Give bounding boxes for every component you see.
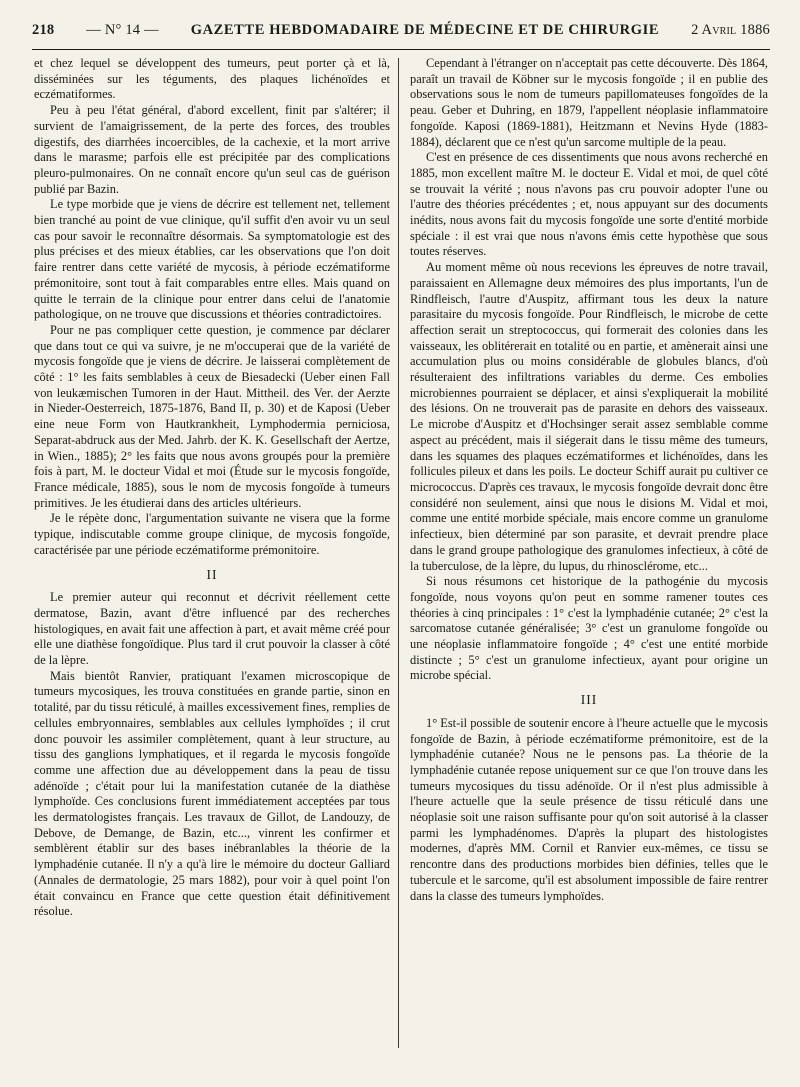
paragraph: Je le répète donc, l'argumentation suivante ne visera que la forme typique, indiscutable comme groupe clinique, de mycosis fongoïde, caractérisée par une période eczématiforme prémonitoire. (34, 511, 390, 557)
paragraph: Le premier auteur qui reconnut et décrivit réellement cette dermatose, Bazin, avant d'être influencé par des recherches histologiques, en avait fait une affection à part, et avait même créé pour elle une diathèse fongoïdique. Plus tard il crut pouvoir la classer à côté de la lèpre. (34, 590, 390, 668)
left-column (34, 56, 390, 920)
issue-number: — N° 14 — (86, 22, 159, 38)
journal-title: GAZETTE HEBDOMADAIRE DE MÉDECINE ET DE CHIRURGIE (190, 22, 660, 38)
paragraph: Pour ne pas compliquer cette question, je commence par déclarer que dans tout ce qui va suivre, je ne m'occuperai que de la variété de mycosis fongoïde que je viens de décrire. Je laisserai complètement de côté : 1° les faits semblables à ceux de Biesadecki (Ueber einen Fall von leukæmischen Tumoren in der Haut. Mittheil. des Ver. der Aerzte in Nieder-Oesterreich, 1875-1876, Band II, p. 30) et de Kaposi (Ueber eine neue Form von Hautkrankheit, Lymphodermia perniciosa, Separat-abdruck aus der Med. Jahrb. der K. K. Gesellschaft der Aertze, in Wien., 1885); 2° les faits que nous avons groupés pour la première fois à part, M. le docteur Vidal et moi (Étude sur le mycosis fongoïde, France médicale, 1885), sous le nom de mycosis fongoïde à tumeurs primitives. Je les étudierai dans des articles ultérieurs. (34, 322, 390, 510)
header-rule (32, 49, 770, 50)
running-head (32, 22, 770, 39)
paragraph: Cependant à l'étranger on n'acceptait pas cette découverte. Dès 1864, paraît un travail de Köbner sur le mycosis fongoïde ; il en publie des observations sous le nom de tumeurs papillomateuses fongoïdes de la peau. Geber et Duhring, en 1879, l'appellent néoplasie inflammatoire fongoïde. Kaposi (1869-1881), Heitzmann et Nevins Hyde (1883-1884), déclarent que ce n'est qu'un sarcome multiple de la peau. (410, 56, 768, 149)
page-number: 218 (32, 22, 55, 38)
right-column (410, 56, 768, 904)
paragraph: et chez lequel se développent des tumeurs, peut porter çà et là, disséminées sur les téguments, des plaques lichénoïdes et eczématiformes. (34, 56, 390, 102)
paragraph: Si nous résumons cet historique de la pathogénie du mycosis fongoïde, nous voyons qu'on peut en somme ramener toutes ces théories à cinq principales : 1° c'est la lymphadénie cutanée; 2° c'est la sarcomatose cutanée généralisée; 3° c'est un granulome fongoïde ou une néoplasie inflammatoire fongoïde ; 4° c'est une entité morbide distincte ; 5° c'est un granulome infectieux, ayant pour origine un microbe spécial. (410, 574, 768, 683)
issue-date: 2 Avril 1886 (691, 22, 770, 38)
paragraph: 1° Est-il possible de soutenir encore à l'heure actuelle que le mycosis fongoïde de Bazin, à période eczématiforme prémonitoire, est de la lymphadénie cutanée? Nous ne le pensons pas. La théorie de la lymphadénie cutanée repose uniquement sur ce que l'on trouve dans les tumeurs mycosiques du tissu adénoïde. Or il n'est plus admissible à l'heure actuelle que la seule présence de tissu réticulé dans une néoplasie soit une raison suffisante pour qu'on soit autorisé à la classer parmi les lymphadénomes. D'après la plupart des histologistes modernes, d'après MM. Cornil et Ranvier eux-mêmes, ce tissu se rencontre dans des productions morbides bien définies, telles que le tubercule et le sarcome, qu'il est absolument impossible de faire rentrer dans la classe des tumeurs lymphoïdes. (410, 715, 768, 903)
section-heading-iii: III (580, 692, 598, 708)
paragraph: Le type morbide que je viens de décrire est tellement net, tellement bien tranché au point de vue clinique, qu'il suffit d'en avoir vu un seul cas pour savoir le reconnaître désormais. Sa symptomatologie est des plus précises et des mieux établies, car les observations que l'on doit faire rentrer dans cette variété de mycosis, à période eczématiforme prémonitoire, sont tout à fait comparables entre elles. Mais quand on quitte le terrain de la clinique pour entrer dans celui de l'anatomie pathologique, on ne trouve que discussions et théories contradictoires. (34, 197, 390, 322)
column-divider (398, 58, 399, 1048)
paragraph: Au moment même où nous recevions les épreuves de notre travail, paraissaient en Allemagne deux mémoires des plus importants, l'un de Rindfleisch, l'autre d'Auspitz, affirmant tous les deux la nature parasitaire du mycosis fongoïde. Pour Rindfleisch, le microbe de cette affection serait un streptococcus, qui formerait des colonies dans les vaisseaux, les oblitérerait en totalité ou en partie, et amènerait ainsi une accumulation plus ou moins considérable de globules blancs, d'où résulteraient des infiltrations variables du derme. Ces embolies microbiennes pourraient se déplacer, et ainsi s'expliquerait la mobilité des lésions. On ne trouverait pas de parasite en dehors des vaisseaux. Le microbe d'Auspitz et d'Hochsinger serait assez semblable comme aspect au précédent, mais il siégerait dans le tissu même des tumeurs, dans les squames des plaques eczématiformes et lichénoïdes, dans les follicules pileux et dans les poils. Le docteur Schiff aurait pu cultiver ce micrococcus. D'après ces travaux, le mycosis fongoïde devrait donc être considéré non seulement, ainsi que nous le disions M. Vidal et moi, comme une entité morbide spéciale, mais encore comme un granulome infectieux, bien déterminé par son parasite, et devrait prendre place dans le grand groupe pathologique des granulomes infectieux, à côté de la tuberculose, de la lèpre, du lupus, du rhinosclérome, etc... (410, 260, 768, 573)
paragraph: C'est en présence de ces dissentiments que nous avons recherché en 1885, mon excellent maître M. le docteur E. Vidal et moi, de quel côté se trouvait la vérité ; nous n'avons pas cru pouvoir adopter l'une ou l'autre des théories précédentes ; et, nous appuyant sur des documents inédits, nous avons fait du mycosis fongoïde une sorte d'entité morbide spéciale : il est vrai que nous n'avons émis cette hypothèse que sous toutes réserves. (410, 150, 768, 259)
section-heading-ii: II (206, 566, 218, 582)
paragraph: Mais bientôt Ranvier, pratiquant l'examen microscopique de tumeurs mycosiques, les trouva constituées en grande partie, sinon en totalité, par du tissu réticulé, à mailles excessivement fines, remplies de cellules embryonnaires, semblables aux cellules lymphoïdes ; il crut donc pouvoir les assimiler complètement, quant à leur structure, au tissu des ganglions lymphatiques, et il regarda le mycosis fongoïde comme une affection due au développement dans la peau de tissu adénoïde ; c'était pour lui la manifestation cutanée de la diathèse lymphoïde. Ces conclusions furent immédiatement acceptées par tous les dermatologistes français. Les travaux de Gillot, de Landouzy, de Debove, de Demange, de Bazin, etc..., vinrent les confirmer et semblèrent établir sur des bases inébranlables la théorie de la lymphadénie cutanée. Il n'y a qu'à lire le mémoire du docteur Galliard (Annales de dermatologie, 25 mars 1882), pour voir à quel point l'on était convaincu en France que cette question était définitivement résolue. (34, 668, 390, 919)
paragraph: Peu à peu l'état général, d'abord excellent, finit par s'altérer; il survient de l'amaigrissement, de la perte des forces, des troubles digestifs, des diarrhées incoercibles, de la cachexie, et la mort arrive dans le marasme; parfois elle est précipitée par des complications pleuro-pulmonaires. On ne connaît encore qu'un seul cas de guérison publié par Bazin. (34, 103, 390, 196)
